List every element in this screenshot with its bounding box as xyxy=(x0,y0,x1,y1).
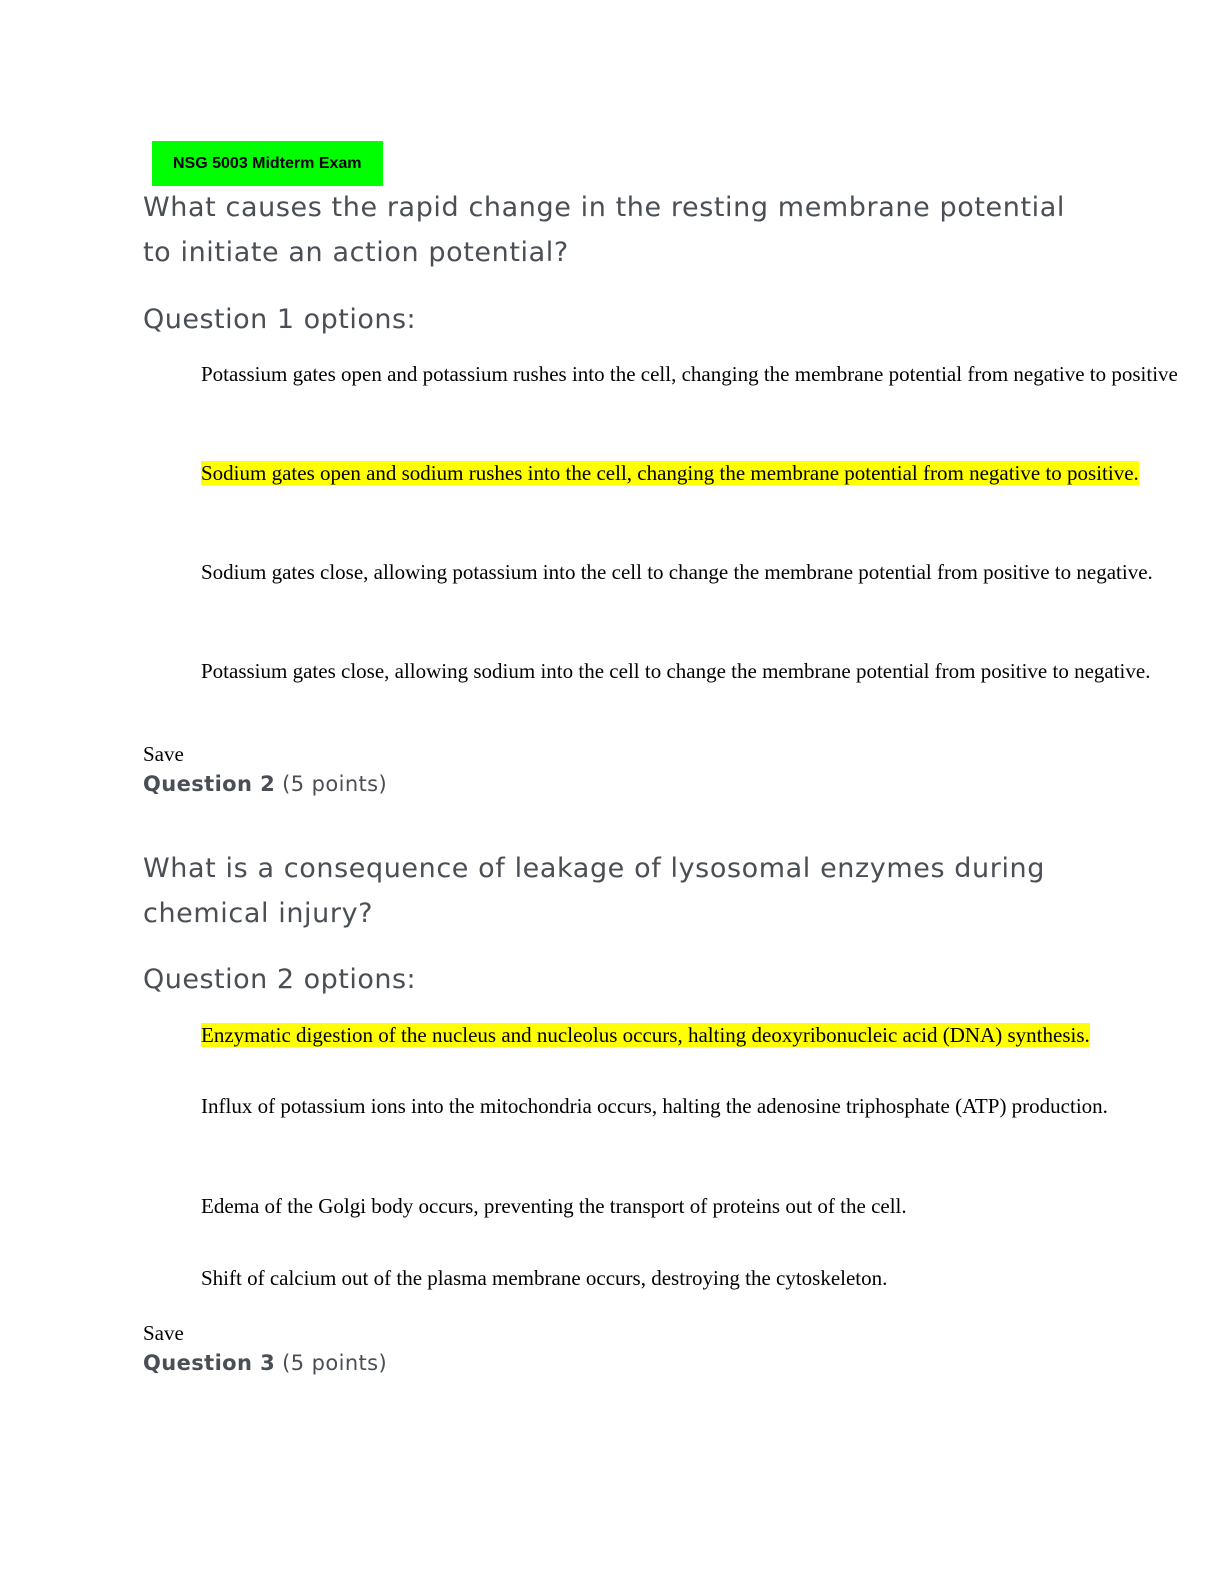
question-1-option-3[interactable] xyxy=(201,558,1211,586)
question-2-points: (5 points) xyxy=(282,772,388,796)
question-1-option-1[interactable] xyxy=(201,360,1211,388)
question-2-header xyxy=(143,769,387,799)
question-2-option-1[interactable] xyxy=(201,1021,1211,1049)
question-2-option-3[interactable] xyxy=(201,1192,1211,1220)
exam-title: NSG 5003 Midterm Exam xyxy=(173,154,362,172)
option-text: Potassium gates close, allowing sodium into the cell to change the membrane potential from positive to negative. xyxy=(201,659,1151,683)
question-1-option-2[interactable] xyxy=(201,459,1211,487)
question-1-stem-line-2: to initiate an action potential? xyxy=(143,237,569,268)
option-text: Sodium gates open and sodium rushes into the cell, changing the membrane potential from negative to positive. xyxy=(201,461,1139,485)
question-1-options-heading: Question 1 options: xyxy=(143,304,417,335)
question-1-stem xyxy=(143,185,1103,275)
question-1-save-button[interactable]: Save xyxy=(143,742,184,766)
question-2-stem-line-2: chemical injury? xyxy=(143,898,374,929)
question-2-name: Question 2 xyxy=(143,772,276,796)
option-text: Influx of potassium ions into the mitochondria occurs, halting the adenosine triphosphate (ATP) production. xyxy=(201,1094,1108,1118)
question-1-stem-line-1: What causes the rapid change in the resting membrane potential xyxy=(143,192,1066,223)
question-3-header xyxy=(143,1348,387,1378)
option-text: Enzymatic digestion of the nucleus and nucleolus occurs, halting deoxyribonucleic acid (DNA) synthesis. xyxy=(201,1023,1090,1047)
question-2-save-button[interactable]: Save xyxy=(143,1321,184,1345)
question-3-points: (5 points) xyxy=(282,1351,388,1375)
question-2-stem-line-1: What is a consequence of leakage of lysosomal enzymes during xyxy=(143,853,1046,884)
option-text: Sodium gates close, allowing potassium into the cell to change the membrane potential from positive to negative. xyxy=(201,560,1153,584)
question-2-option-2[interactable] xyxy=(201,1092,1211,1120)
option-text: Potassium gates open and potassium rushes into the cell, changing the membrane potential from negative to positive xyxy=(201,362,1178,386)
question-2-options-heading: Question 2 options: xyxy=(143,964,417,995)
question-2-stem xyxy=(143,846,1103,936)
question-2-option-4[interactable] xyxy=(201,1264,1211,1292)
exam-title-badge xyxy=(152,141,383,186)
option-text: Shift of calcium out of the plasma membrane occurs, destroying the cytoskeleton. xyxy=(201,1266,888,1290)
question-3-name: Question 3 xyxy=(143,1351,276,1375)
question-1-option-4[interactable] xyxy=(201,657,1211,685)
option-text: Edema of the Golgi body occurs, preventing the transport of proteins out of the cell. xyxy=(201,1194,907,1218)
